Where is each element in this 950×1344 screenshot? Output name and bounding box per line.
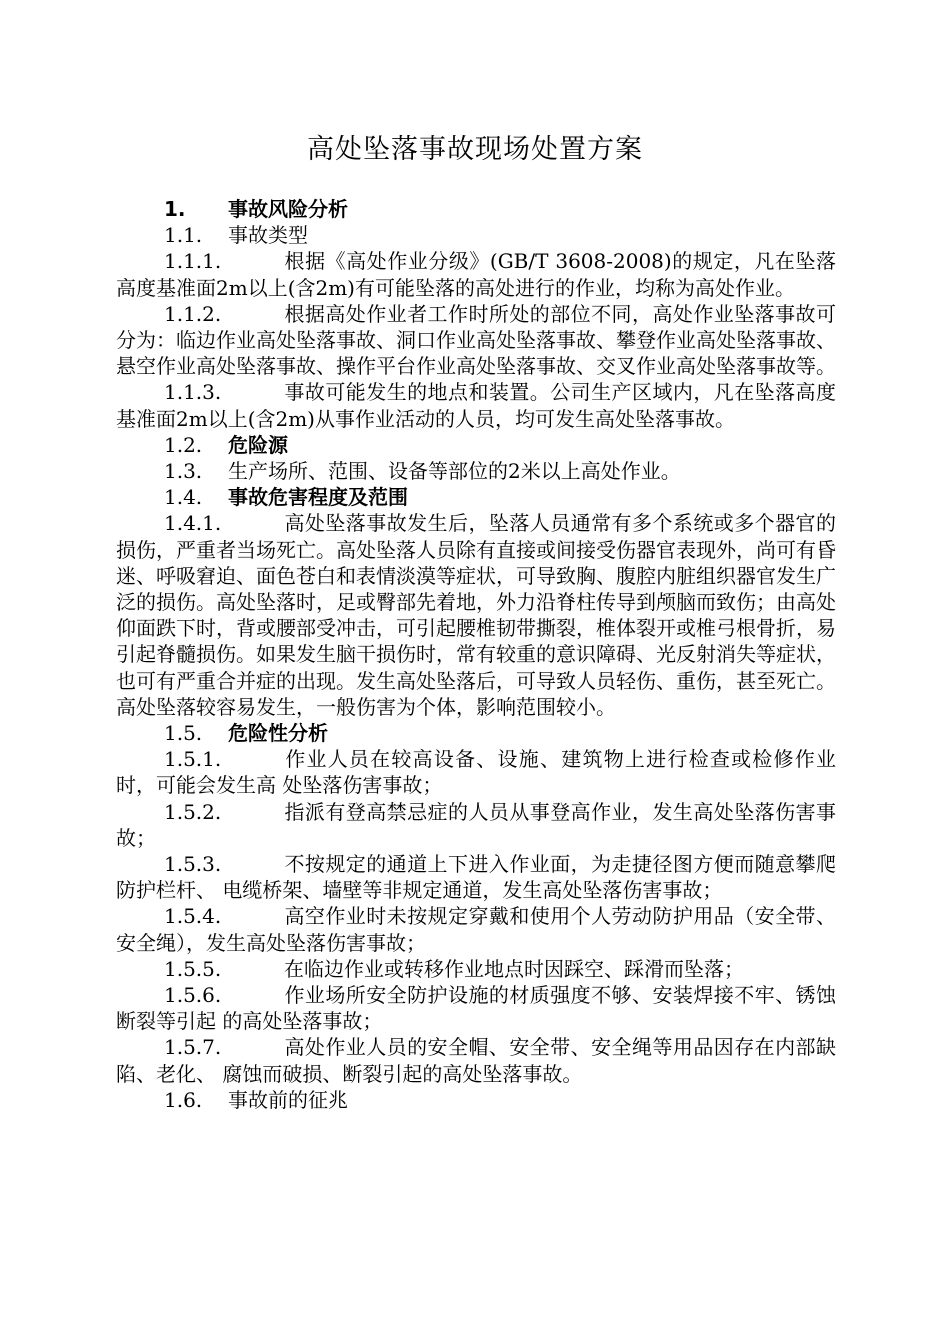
clause-number: 1.5.7. — [164, 1035, 222, 1060]
heading-text: 事故危害程度及范围 — [228, 485, 408, 510]
heading-1-6 — [116, 1087, 836, 1113]
paragraph-1-5-5 — [116, 956, 836, 982]
clause-number: 1.4.1. — [164, 511, 222, 536]
clause-number: 1.1.3. — [164, 380, 222, 405]
heading-number: 1.4. — [164, 485, 203, 510]
heading-1-4 — [116, 484, 836, 510]
clause-number: 1.5.2. — [164, 799, 222, 824]
paragraph-1-5-2 — [116, 799, 836, 851]
clause-number: 1.5.1. — [164, 747, 222, 772]
heading-1-1 — [116, 222, 836, 248]
paragraph-1-1-2 — [116, 301, 836, 380]
clause-text: 指派有登高禁忌症的人员从事登高作业，发生高处坠落伤害事故； — [116, 799, 836, 850]
paragraph-1-1-1 — [116, 248, 836, 300]
heading-number: 1.3. — [164, 458, 203, 483]
clause-number: 1.1.1. — [164, 249, 222, 274]
heading-1 — [116, 196, 836, 222]
clause-text: 作业人员在较高设备、设施、建筑物上进行检查或检修作业时，可能会发生高 处坠落伤害事故； — [116, 747, 836, 798]
clause-number: 1.5.4. — [164, 904, 222, 929]
clause-text: 高空作业时未按规定穿戴和使用个人劳动防护用品（安全带、安全绳），发生高处坠落伤害事故； — [116, 904, 836, 955]
heading-text: 危险源 — [228, 432, 288, 457]
heading-number: 1.1. — [164, 223, 203, 248]
heading-1-2 — [116, 432, 836, 458]
paragraph-1-5-3 — [116, 851, 836, 903]
heading-number: 1.6. — [164, 1087, 203, 1112]
heading-number: 1.2. — [164, 432, 203, 457]
clause-text: 根据《高处作业分级》(GB/T 3608-2008)的规定，凡在坠落高度基准面2m以上(含2m)有可能坠落的高处进行的作业，均称为高处作业。 — [116, 249, 836, 300]
clause-text: 根据高处作业者工作时所处的部位不同，高处作业坠落事故可分为：临边作业高处坠落事故、洞口作业高处坠落事故、攀登作业高处坠落事故、悬空作业高处坠落事故、操作平台作业高处坠落事故、交叉作业高处坠落事故等。 — [116, 301, 836, 379]
clause-number: 1.5.5. — [164, 956, 222, 981]
paragraph-1-5-7 — [116, 1034, 836, 1086]
heading-text: 危险性分析 — [228, 720, 328, 745]
clause-text: 不按规定的通道上下进入作业面，为走捷径图方便而随意攀爬防护栏杆、 电缆桥架、墙壁等非规定通道，发生高处坠落伤害事故； — [116, 851, 836, 903]
heading-number: 1. — [164, 197, 186, 221]
paragraph-1-4-1 — [116, 510, 836, 720]
clause-text: 高处作业人员的安全帽、安全带、安全绳等用品因存在内部缺陷、老化、 腐蚀而破损、断裂引起的高处坠落事故。 — [116, 1035, 836, 1086]
heading-text: 生产场所、范围、设备等部位的2米以上高处作业。 — [228, 458, 681, 483]
heading-1-5 — [116, 720, 836, 746]
clause-number: 1.5.3. — [164, 851, 222, 876]
clause-text: 在临边作业或转移作业地点时因踩空、踩滑而坠落； — [284, 956, 744, 981]
heading-1-3 — [116, 458, 836, 484]
clause-text: 事故可能发生的地点和装置。公司生产区域内，凡在坠落高度基准面2m以上(含2m)从事作业活动的人员，均可发生高处坠落事故。 — [116, 380, 836, 431]
paragraph-1-1-3 — [116, 379, 836, 431]
clause-text: 高处坠落事故发生后，坠落人员通常有多个系统或多个器官的损伤，严重者当场死亡。高处坠落人员除有直接或间接受伤器官表现外，尚可有昏迷、呼吸窘迫、面色苍白和表情淡漠等症状，可导致胸、腹腔内脏组织器官发生广泛的损伤。高处坠落时，足或臀部先着地，外力沿脊柱传导到颅脑而致伤；由高处仰面跌下时，背或腰部受冲击，可引起腰椎韧带撕裂，椎体裂开或椎弓根骨折，易引起脊髓损伤。如果发生脑干损伤时，常有较重的意识障碍、光反射消失等症状，也可有严重合并症的出现。发生高处坠落后，可导致人员轻伤、重伤，甚至死亡。高处坠落较容易发生，一般伤害为个体，影响范围较小。 — [116, 511, 836, 719]
clause-number: 1.5.6. — [164, 983, 222, 1007]
page-title: 高处坠落事故现场处置方案 — [307, 134, 643, 165]
paragraph-1-5-4 — [116, 903, 836, 955]
heading-text: 事故前的征兆 — [228, 1087, 348, 1112]
paragraph-1-5-6 — [116, 982, 836, 1034]
heading-number: 1.5. — [164, 720, 203, 745]
clause-number: 1.1.2. — [164, 301, 222, 326]
document-body — [116, 196, 836, 1113]
paragraph-1-5-1 — [116, 746, 836, 798]
heading-text: 事故类型 — [228, 223, 308, 248]
clause-text: 作业场所安全防护设施的材质强度不够、安装焊接不牢、锈蚀断裂等引起 的高处坠落事故； — [116, 983, 836, 1034]
heading-text: 事故风险分析 — [228, 197, 348, 221]
